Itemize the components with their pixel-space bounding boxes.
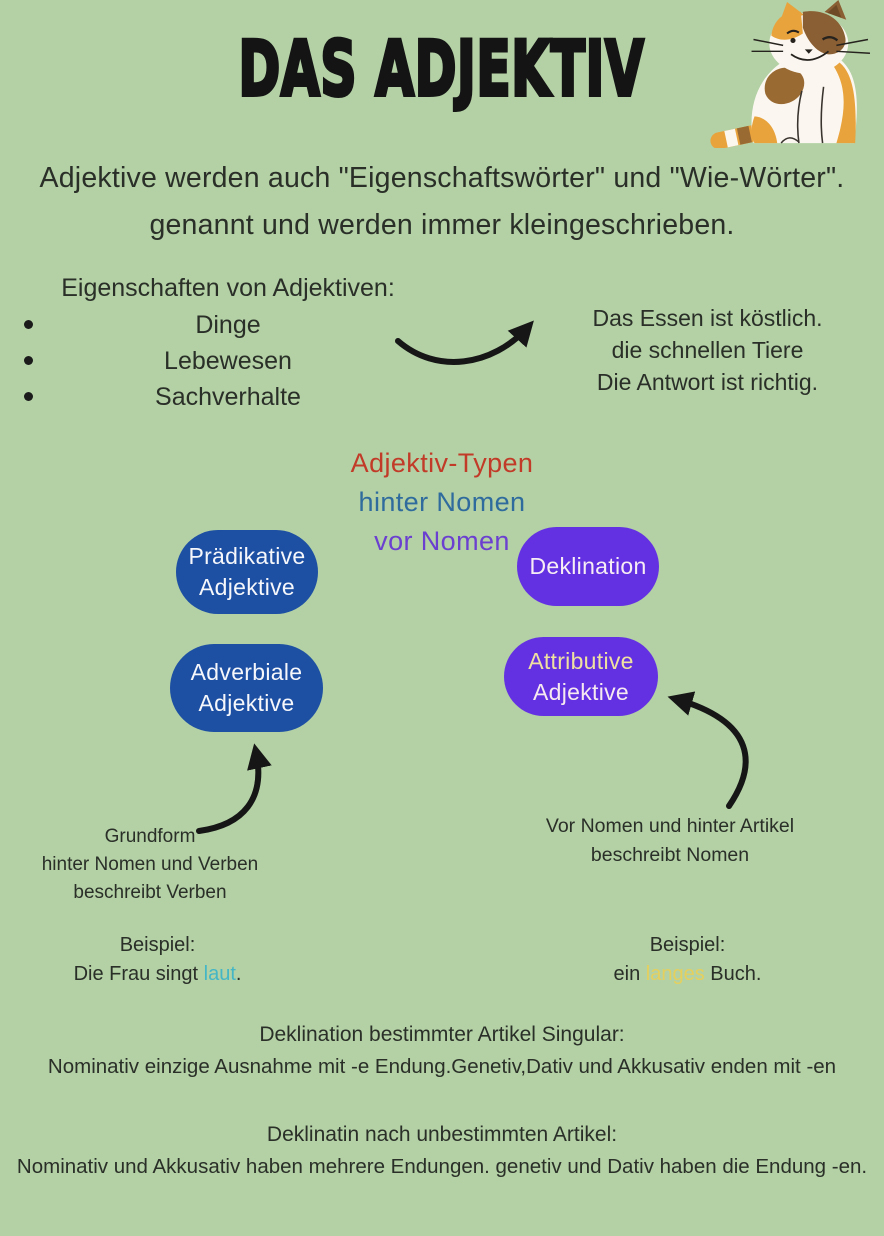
types-subtitle-vor-nomen: vor Nomen (374, 526, 510, 556)
bullet-dot-icon (24, 392, 33, 401)
types-title: Adjektiv-Typen (350, 448, 534, 478)
page-title: DAS ADJEKTIV (239, 24, 645, 113)
note-attributive (505, 812, 835, 870)
types-heading-group (0, 444, 884, 561)
note-line: Grundform (104, 826, 196, 847)
pill-label-line: Prädikative (188, 543, 306, 569)
pill-label-line: Attributive (528, 647, 634, 674)
pill-attributive-adjektive (504, 637, 658, 716)
declension-heading: Deklinatin nach unbestimmten Artikel: (266, 1123, 618, 1146)
pill-adverbiale-adjektive (170, 644, 323, 732)
pill-label-line: Adjektive (198, 690, 295, 716)
beispiel-heading: Beispiel: (649, 934, 726, 956)
beispiel-text: . (235, 963, 242, 985)
list-item-label: Dinge (195, 311, 261, 339)
pill-deklination (517, 527, 659, 606)
note-line: Vor Nomen und hinter Artikel (545, 815, 795, 837)
declension-body: Nominativ einzige Ausnahme mit -e Endung.Genetiv,Dativ und Akkusativ enden mit -en (47, 1055, 837, 1078)
pill-label-line: Adjektive (532, 678, 630, 705)
note-adverbiale (5, 823, 295, 907)
properties-list (16, 269, 440, 415)
example-sentence-3: Die Antwort ist richtig. (596, 369, 819, 395)
types-subtitle-hinter-nomen: hinter Nomen (358, 487, 526, 517)
intro-line-2: genannt und werden immer kleingeschrieben. (149, 209, 735, 241)
list-item-label: Lebewesen (164, 347, 292, 375)
example-sentences (540, 302, 875, 398)
beispiel-text: ein (613, 963, 646, 985)
declension-section-indefinite (0, 1119, 884, 1182)
beispiel-sentence (5, 960, 310, 989)
example-sentence-1: Das Essen ist köstlich. (592, 305, 823, 331)
note-line: beschreibt Verben (73, 882, 227, 903)
list-item (16, 343, 440, 379)
bullet-dot-icon (24, 320, 33, 329)
declension-section-definite (0, 1019, 884, 1082)
beispiel-attributive (540, 931, 835, 989)
beispiel-text: Buch. (704, 963, 762, 985)
intro-line-1: Adjektive werden auch "Eigenschaftswörter" und "Wie-Wörter". (39, 162, 845, 194)
beispiel-highlight: laut (203, 963, 236, 985)
curved-arrow-note-to-attributive-pill (676, 699, 746, 806)
declension-heading: Deklination bestimmter Artikel Singular: (259, 1023, 625, 1046)
declension-body: Nominativ und Akkusativ haben mehrere Endungen. genetiv und Dativ haben die Endung -en. (16, 1155, 868, 1178)
beispiel-highlight: langes (645, 963, 705, 985)
beispiel-heading: Beispiel: (119, 934, 196, 956)
example-sentence-2: die schnellen Tiere (611, 337, 804, 363)
list-item-label: Sachverhalte (155, 383, 301, 411)
beispiel-adverbiale (5, 931, 310, 989)
bullet-dot-icon (24, 356, 33, 365)
list-item (16, 307, 440, 343)
pill-label-line: Adverbiale (190, 659, 303, 685)
beispiel-sentence (540, 960, 835, 989)
beispiel-text: Die Frau singt (73, 963, 204, 985)
properties-heading: Eigenschaften von Adjektiven: (61, 274, 395, 302)
list-item (16, 379, 440, 415)
curved-arrow-note-to-adverbiale-pill (199, 752, 258, 831)
intro-paragraph (0, 155, 884, 249)
pill-label-line: Adjektive (198, 574, 296, 600)
cat-illustration (708, 0, 876, 148)
note-line: hinter Nomen und Verben (41, 854, 259, 875)
note-line: beschreibt Nomen (590, 844, 750, 866)
pill-label-line: Deklination (529, 553, 647, 579)
pill-praedikative-adjektive (176, 530, 318, 614)
